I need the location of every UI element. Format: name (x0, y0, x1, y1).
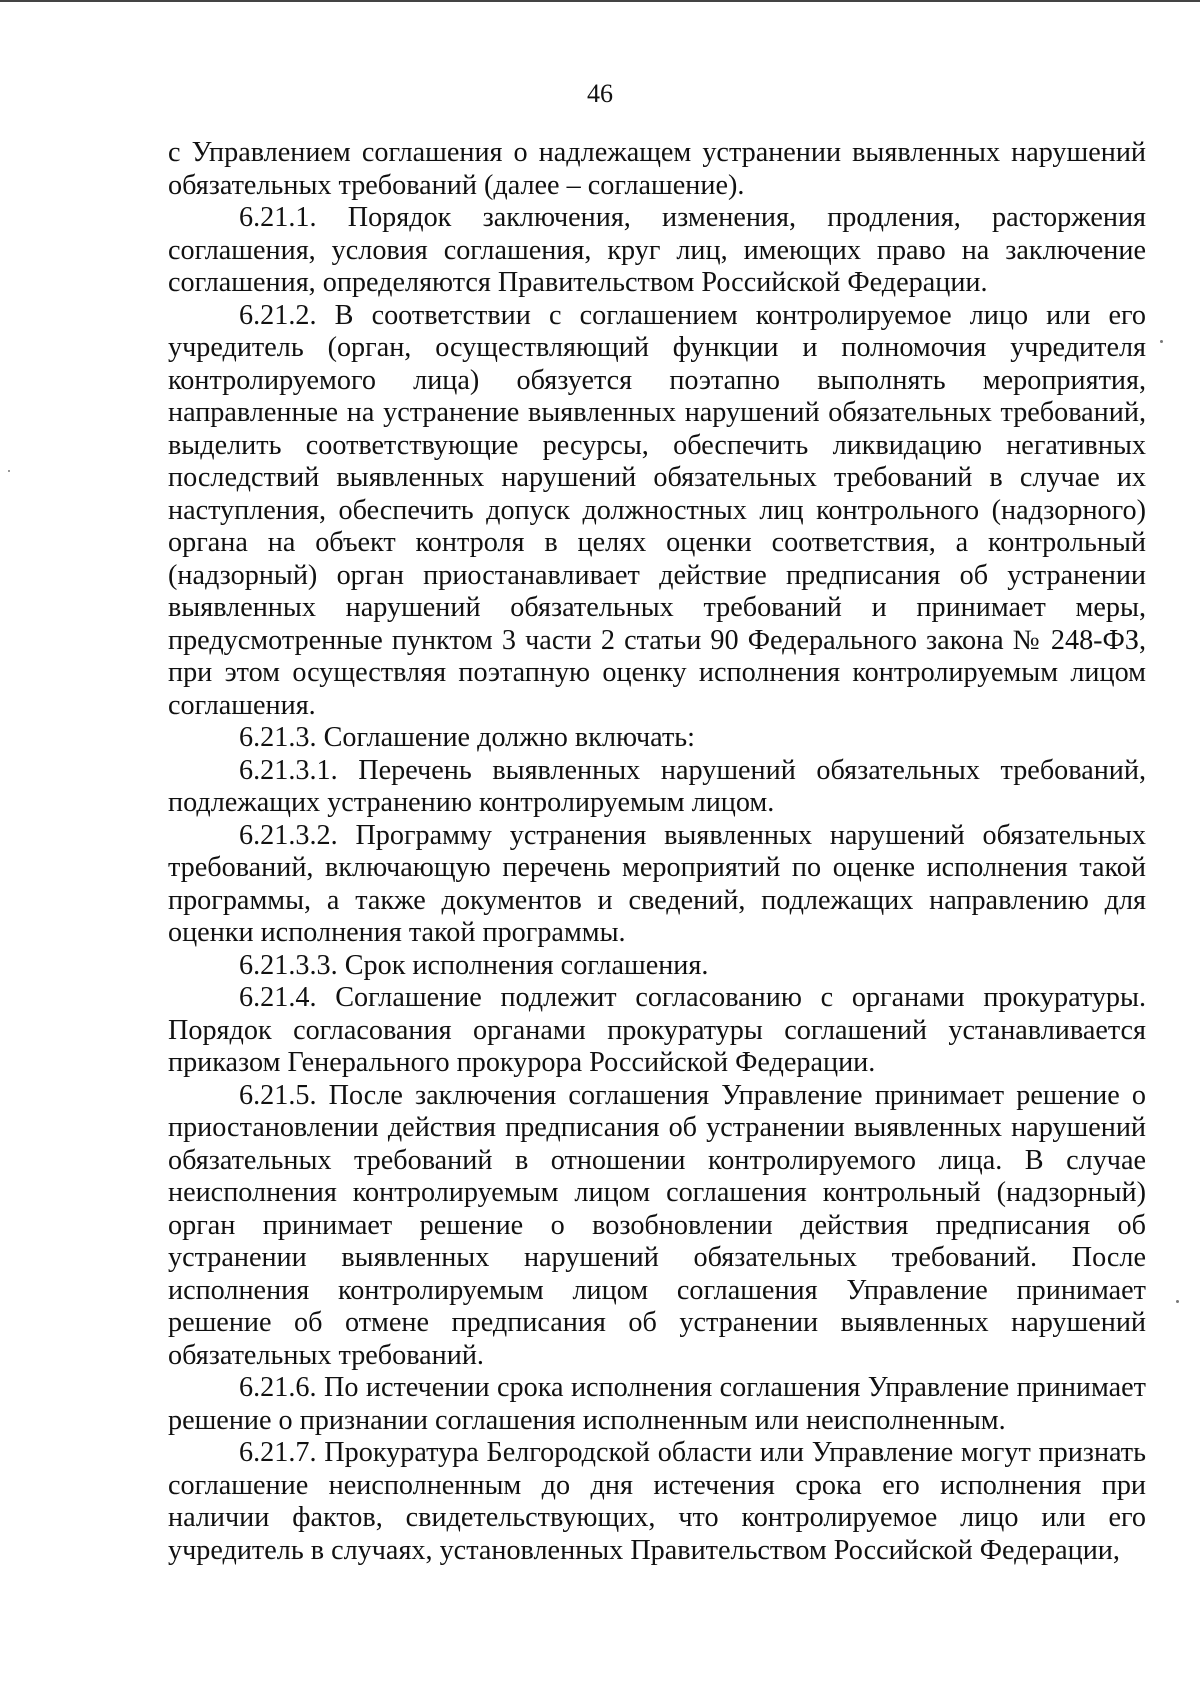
paragraph-6-21-3-1: 6.21.3.1. Перечень выявленных нарушений обязательных требований, подлежащих устранению контролируемым лицом. (168, 754, 1146, 818)
paragraph-6-21-3-3: 6.21.3.3. Срок исполнения соглашения. (239, 949, 709, 981)
paragraph-6-21-4: 6.21.4. Соглашение подлежит согласованию с органами прокуратуры. Порядок согласования органами прокуратуры соглашений устанавливается приказом Генерального прокурора Российской Федерации. (168, 982, 1146, 1078)
paragraph-6-21-5: 6.21.5. После заключения соглашения Управление принимает решение о приостановлении действия предписания об устранении выявленных нарушений обязательных требований в отношении контролируемого лица. В случае неисполнения контролируемым лицом соглашения контрольный (надзорный) орган принимает решение о возобновлении действия предписания об устранении выявленных нарушений обязательных требований. После исполнения контролируемым лицом соглашения Управление принимает решение об отмене предписания об устранении выявленных нарушений обязательных требований. (168, 1079, 1146, 1371)
scan-speck (1160, 340, 1163, 343)
paragraph-6-21-3-2: 6.21.3.2. Программу устранения выявленных нарушений обязательных требований, включающую перечень мероприятий по оценке исполнения такой программы, а также документов и сведений, подлежащих направлению для оценки исполнения такой программы. (168, 819, 1146, 948)
paragraph-continuation: с Управлением соглашения о надлежащем устранении выявленных нарушений обязательных требований (далее – соглашение). (168, 137, 1146, 201)
scan-speck (8, 470, 10, 472)
paragraph-6-21-3: 6.21.3. Соглашение должно включать: (239, 722, 695, 753)
paragraph-6-21-1: 6.21.1. Порядок заключения, изменения, продления, расторжения соглашения, условия соглашения, круг лиц, имеющих право на заключение соглашения, определяются Правительством Российской Федерации. (168, 202, 1146, 298)
paragraph-6-21-2: 6.21.2. В соответствии с соглашением контролируемое лицо или его учредитель (орган, осуществляющий функции и полномочия учредителя контролируемого лица) обязуется поэтапно выполнять мероприятия, направленные на устранение выявленных нарушений обязательных требований, выделить соответствующие ресурсы, обеспечить ликвидацию негативных последствий выявленных нарушений обязательных требований в случае их наступления, обеспечить допуск должностных лиц контрольного (надзорного) органа на объект контроля в целях оценки соответствия, а контрольный (надзорный) орган приостанавливает действие предписания об устранении выявленных нарушений обязательных требований и принимает меры, предусмотренные пунктом 3 части 2 статьи 90 Федерального закона № 248-ФЗ, при этом осуществляя поэтапную оценку исполнения контролируемым лицом соглашения. (168, 299, 1146, 721)
page-number: 46 (587, 79, 613, 108)
scan-top-edge (0, 0, 1200, 2)
scan-speck (1176, 1300, 1179, 1303)
document-body (168, 137, 1146, 1567)
paragraph-6-21-6: 6.21.6. По истечении срока исполнения соглашения Управление принимает решение о признании соглашения исполненным или неисполненным. (168, 1372, 1146, 1436)
paragraph-6-21-7: 6.21.7. Прокуратура Белгородской области или Управление могут признать соглашение неисполненным до дня истечения срока его исполнения при наличии фактов, свидетельствующих, что контролируемое лицо или его учредитель в случаях, установленных Правительством Российской Федерации, (168, 1437, 1146, 1566)
